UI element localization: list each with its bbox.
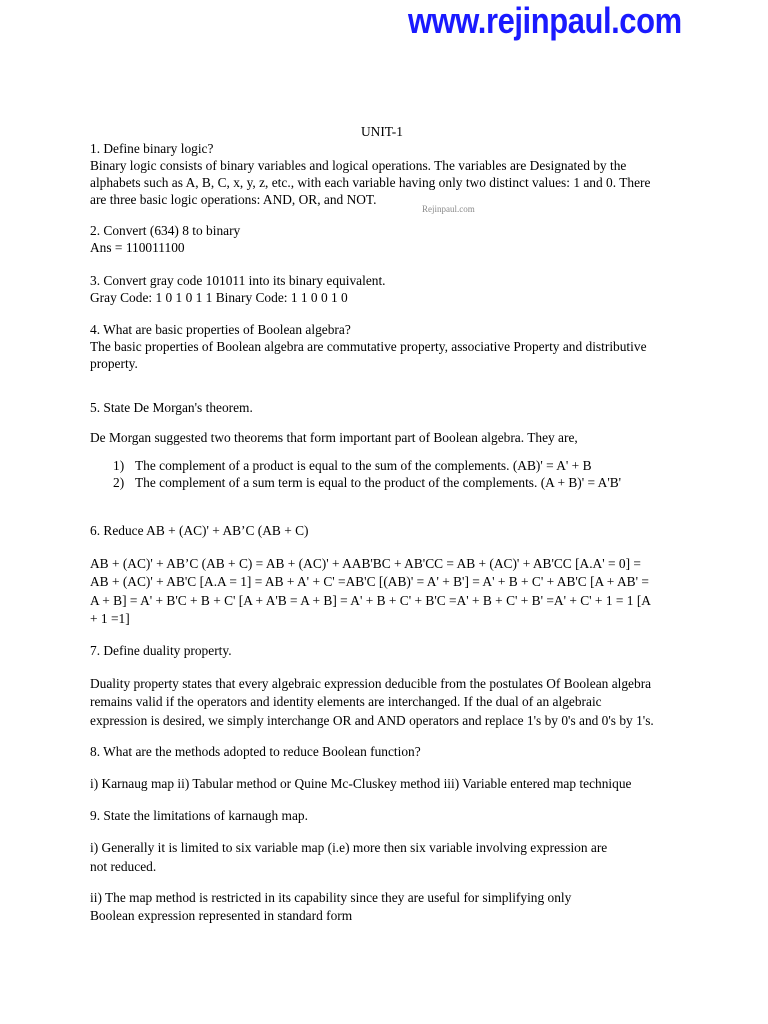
- page-title: UNIT-1: [361, 124, 403, 139]
- answer-4-line-2: property.: [90, 356, 138, 371]
- answer-9-line-2: not reduced.: [90, 859, 157, 874]
- site-url-header[interactable]: www.rejinpaul.com: [408, 0, 682, 41]
- answer-6-line-3: A + B] = A' + B'C + B + C' [A + A'B = A + B] = A' + B + C' + B'C =A' + B + C' + B' =A' + C' + 1 = 1 [A: [90, 593, 651, 608]
- list-item-1: The complement of a product is equal to the sum of the complements. (AB)' = A' + B: [135, 458, 592, 473]
- question-7: 7. Define duality property.: [90, 643, 232, 658]
- answer-5-intro: De Morgan suggested two theorems that form important part of Boolean algebra. They are,: [90, 430, 578, 445]
- question-2: 2. Convert (634) 8 to binary: [90, 223, 241, 238]
- answer-9-line-1: i) Generally it is limited to six variable map (i.e) more then six variable involving expression are: [90, 840, 608, 855]
- answer-9-line-3: ii) The map method is restricted in its capability since they are useful for simplifying only: [90, 890, 572, 905]
- answer-7-line-3: expression is desired, we simply interchange OR and AND operators and replace 1's by 0's and 0's by 1's.: [90, 713, 654, 728]
- list-number-1: 1): [113, 458, 125, 473]
- question-5: 5. State De Morgan's theorem.: [90, 400, 253, 415]
- answer-6-line-1: AB + (AC)' + AB’C (AB + C) = AB + (AC)' + AAB'BC + AB'CC = AB + (AC)' + AB'CC [A.A' = 0] =: [90, 556, 641, 571]
- question-9: 9. State the limitations of karnaugh map.: [90, 808, 308, 823]
- answer-7-line-1: Duality property states that every algebraic expression deducible from the postulates Of Boolean algebra: [90, 676, 652, 691]
- question-8: 8. What are the methods adopted to reduce Boolean function?: [90, 744, 421, 759]
- answer-9-line-4: Boolean expression represented in standard form: [90, 908, 353, 923]
- answer-1-line-1: Binary logic consists of binary variables and logical operations. The variables are Designated by the: [90, 158, 627, 173]
- answer-6-line-2: AB + (AC)' + AB'C [A.A = 1] = AB + A' + C' =AB'C [(AB)' = A' + B'] = A' + B + C' + AB'C [A + AB' =: [90, 574, 649, 589]
- list-number-2: 2): [113, 475, 125, 490]
- answer-4-line-1: The basic properties of Boolean algebra are commutative property, associative Property and distributive: [90, 339, 647, 354]
- question-4: 4. What are basic properties of Boolean algebra?: [90, 322, 351, 337]
- answer-8: i) Karnaug map ii) Tabular method or Quine Mc-Cluskey method iii) Variable entered map technique: [90, 776, 632, 791]
- answer-7-line-2: remains valid if the operators and identity elements are interchanged. If the dual of an algebraic: [90, 694, 602, 709]
- question-6: 6. Reduce AB + (AC)' + AB’C (AB + C): [90, 523, 309, 538]
- answer-1-line-3: are three basic logic operations: AND, OR, and NOT.: [90, 192, 377, 207]
- list-item-2: The complement of a sum term is equal to the product of the complements. (A + B)' = A'B': [135, 475, 622, 490]
- answer-3: Gray Code: 1 0 1 0 1 1 Binary Code: 1 1 0 0 1 0: [90, 290, 348, 305]
- question-3: 3. Convert gray code 101011 into its binary equivalent.: [90, 273, 386, 288]
- watermark-text: Rejinpaul.com: [422, 204, 475, 214]
- answer-6-line-4: + 1 =1]: [90, 611, 130, 626]
- question-1: 1. Define binary logic?: [90, 141, 214, 156]
- answer-2: Ans = 110011100: [90, 240, 185, 255]
- answer-1-line-2: alphabets such as A, B, C, x, y, z, etc., with each variable having only two distinct values: 1 and 0. There: [90, 175, 651, 190]
